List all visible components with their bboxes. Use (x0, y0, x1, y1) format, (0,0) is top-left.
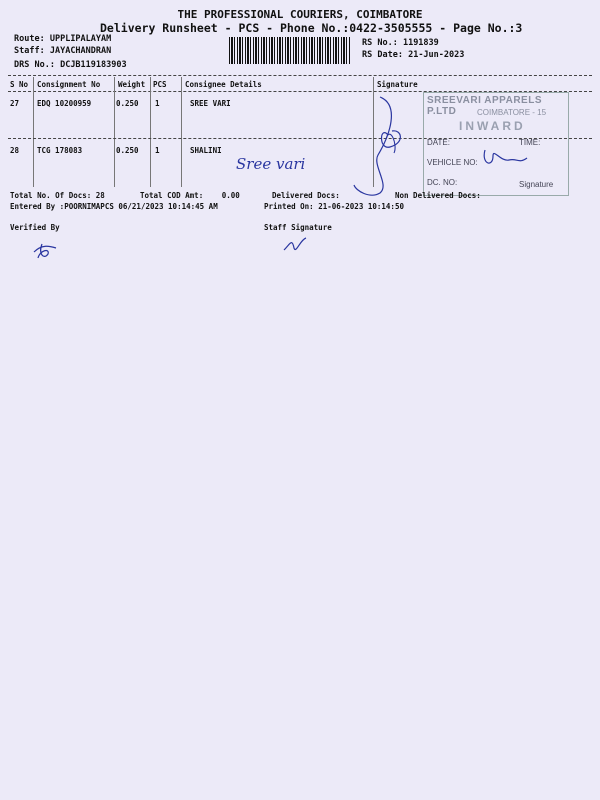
rule-top (8, 75, 592, 76)
total-docs-label: Total No. Of Docs: (10, 191, 92, 200)
rs-date-line (362, 50, 464, 60)
rs-no-value: 1191839 (402, 38, 439, 48)
rs-no-line (362, 38, 439, 48)
stamp-time-label: TIME: (519, 138, 541, 147)
stamp-vehicle-label: VEHICLE NO: (427, 158, 478, 167)
row-28-weight: 0.250 (116, 146, 139, 155)
totals-line (10, 191, 105, 200)
row-28-consignee: SHALINI (190, 146, 222, 155)
staff-line (14, 46, 111, 56)
route-value: UPPLIPALAYAM (49, 34, 112, 44)
stamp-inward: INWARD (459, 119, 526, 133)
total-cod-label: Total COD Amt: (140, 191, 204, 200)
row-28-sno: 28 (10, 146, 20, 155)
col-divider-2 (114, 77, 115, 187)
col-sno: S No (10, 80, 29, 89)
col-signature: Signature (377, 80, 418, 89)
printed-on-value: 21-06-2023 10:14:50 (318, 202, 404, 211)
staff-signature-scribble (282, 234, 312, 256)
delivered-docs-label: Delivered Docs: (272, 191, 340, 200)
row-27-consignment: EDQ 10200959 (37, 99, 92, 108)
stamp-signature-scribble (479, 144, 535, 172)
col-divider-3 (150, 77, 151, 187)
entered-by-label: Entered By : (10, 202, 65, 211)
staff-value: JAYACHANDRAN (49, 46, 112, 56)
stamp-date-label: DATE: (427, 138, 450, 147)
col-consignment: Consignment No (37, 80, 101, 89)
stamp-company: SREEVARI APPARELS P.LTD (427, 95, 542, 117)
printed-on-label: Printed On: (264, 202, 314, 211)
col-pcs: PCS (153, 80, 167, 89)
non-delivered-docs-label: Non Delivered Docs: (395, 191, 481, 200)
stamp-city: COIMBATORE - 15 (477, 108, 547, 117)
staff-label: Staff: (14, 46, 45, 56)
route-line (14, 34, 111, 44)
drs-value: DCJB119183903 (60, 60, 127, 70)
col-weight: Weight (118, 80, 146, 89)
printed-on-line (264, 202, 404, 211)
handwritten-consignee: Sree vari (236, 155, 306, 173)
signature-scribble (350, 95, 420, 200)
col-divider-1 (33, 77, 34, 187)
row-28-consignment: TCG 178083 (37, 146, 83, 155)
verified-signature-scribble (30, 240, 60, 262)
barcode (229, 37, 351, 64)
row-28-pcs: 1 (155, 146, 160, 155)
rs-no-label: RS No.: (362, 38, 398, 48)
stamp-dc-label: DC. NO: (427, 178, 458, 187)
verified-by-label: Verified By (10, 223, 60, 232)
cod-line (140, 191, 240, 200)
rs-date-value: 21-Jun-2023 (408, 50, 465, 60)
row-27-pcs: 1 (155, 99, 160, 108)
staff-signature-label: Staff Signature (264, 223, 332, 232)
total-docs-value: 28 (95, 191, 105, 200)
route-label: Route: (14, 34, 45, 44)
stamp-signature-label: Signature (519, 180, 554, 189)
row-27-sno: 27 (10, 99, 20, 108)
drs-line (14, 60, 127, 70)
total-cod-value: 0.00 (221, 191, 240, 200)
col-divider-4 (181, 77, 182, 187)
entered-by-line (10, 202, 218, 211)
row-27-consignee: SREE VARI (190, 99, 231, 108)
row-27-weight: 0.250 (116, 99, 139, 108)
company-stamp (423, 92, 569, 196)
runsheet-subtitle: Delivery Runsheet - PCS - Phone No.:0422-3505555 - Page No.:3 (100, 21, 523, 35)
drs-label: DRS No.: (14, 60, 55, 70)
company-title: THE PROFESSIONAL COURIERS, COIMBATORE (177, 8, 423, 21)
rs-date-label: RS Date: (362, 50, 403, 60)
col-consignee: Consignee Details (185, 80, 262, 89)
entered-by-value: POORNIMAPCS 06/21/2023 10:14:45 AM (64, 202, 218, 211)
